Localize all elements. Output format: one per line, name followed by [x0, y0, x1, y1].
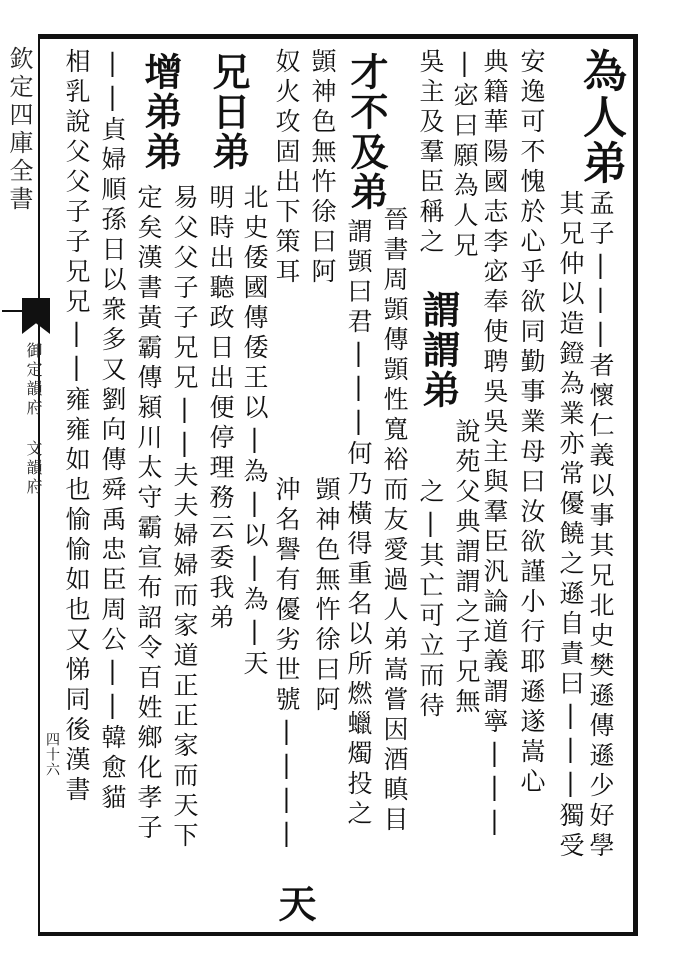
column-text: 沖名譽有優劣世號||||	[272, 476, 301, 852]
entry-heading: 兄日弟	[206, 52, 251, 172]
column-text: 易父父子子兄兄||夫夫婦婦而家道正正家而天下	[170, 184, 199, 852]
column-text: 定矣漢書黃霸傳潁川太守霸宣布詔令百姓鄉化孝子	[134, 184, 163, 844]
column-text: 安逸可不愧於心乎欲同勤事業母曰汝欲謹小行耶遜遂嵩心	[517, 48, 546, 798]
column-text: 吳主及羣臣稱之	[416, 48, 445, 258]
column-text: 奴火攻固出下策耳	[272, 48, 301, 288]
entry-heading: 為人弟	[575, 48, 626, 186]
column-text: 晉書周顗傳顗性寬裕而友愛過人弟嵩嘗因酒瞋目	[380, 206, 409, 836]
column-text: 顗神色無忤徐曰阿	[312, 476, 341, 716]
entry-heading-tail: 天	[272, 884, 317, 924]
page-number: 四十六	[44, 732, 60, 777]
margin-title: 欽定四庫全書	[5, 46, 33, 214]
column-text: 相乳說父父子子兄兄||雍雍如也愉愉如也又悌同後漢書	[62, 48, 91, 806]
column-text: 明時出聽政日出便停理務云委我弟	[206, 184, 235, 634]
column-text: 孟子|||者懷仁義以事其兄北史樊遜傳遜少好學	[586, 190, 615, 862]
page-frame-right	[633, 34, 638, 936]
column-text: ||貞婦順孫日以衆多又劉向傳舜禹忠臣周公||韓愈貓	[98, 48, 127, 814]
column-text: 顗神色無忤徐曰阿	[308, 48, 337, 288]
column-text: 其兄仲以造鐙為業亦常優饒之遜自責曰|||獨受	[556, 190, 585, 862]
margin-subtitle: 御定韻府 文韻府	[24, 342, 43, 497]
entry-heading: 增弟弟	[138, 52, 183, 172]
column-text: 謂顗曰君|||何乃橫得重名以所燃蠟燭投之	[344, 218, 373, 830]
page-frame-bottom	[38, 932, 638, 936]
column-text: 典籍華陽國志李宓奉使聘吳吳主與羣臣汎論道義謂寧|||	[480, 48, 509, 840]
entry-heading: 才不及弟	[344, 52, 389, 212]
column-text: 北史倭國傳倭王以|為|以|為|天	[240, 184, 269, 680]
entry-heading: 謂謂弟	[416, 290, 461, 410]
column-text: 之|其亡可立而待	[416, 478, 445, 722]
page-frame-top	[38, 34, 638, 39]
fishtail-mark	[22, 298, 50, 334]
column-text: 說苑父典謂謂之子兄無	[452, 418, 481, 718]
column-text: |宓曰願為人兄	[450, 48, 479, 262]
